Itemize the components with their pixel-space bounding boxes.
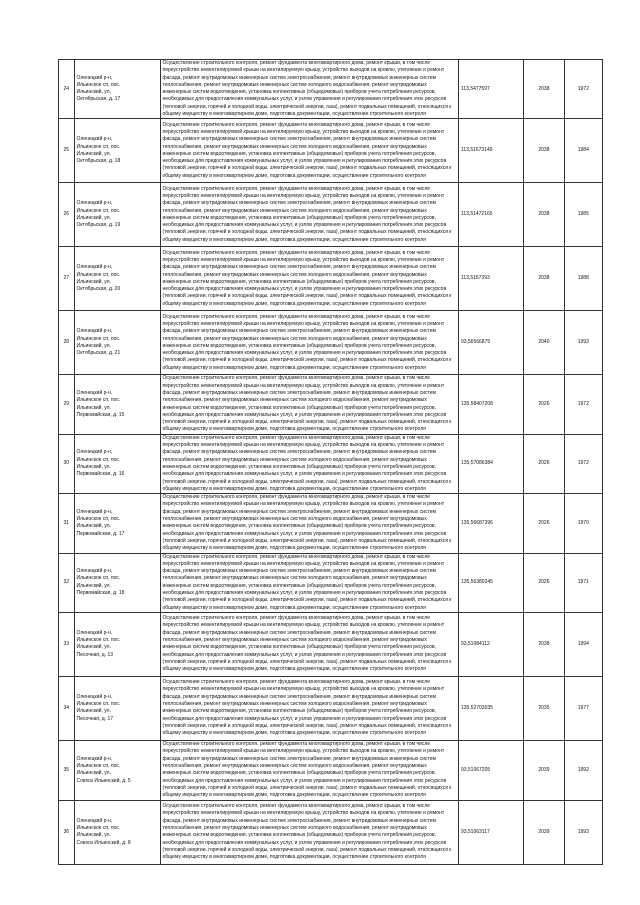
- address-line: Ильинский, ул.: [76, 770, 111, 777]
- address-line: Ильинский, ул.: [76, 708, 111, 715]
- address-line: Оленецкий р-н,: [76, 136, 113, 143]
- address-line: Оленецкий р-н,: [76, 693, 113, 700]
- cost-value: 135,52703035: [458, 676, 523, 740]
- cost-value: 113,51472165: [458, 183, 523, 247]
- address-line: Ильинское сп, пос.: [76, 825, 121, 832]
- address-line: Оленецкий р-н,: [76, 74, 113, 81]
- address-line: Совхоз Ильинский, д. 8: [76, 839, 131, 846]
- address-line: Ильинское сп, пос.: [76, 335, 121, 342]
- works-description: Осуществление строительного контроля, ремонт фундамента многоквартирного дома, ремонт крыши, в том числе переустройство невентилируемой крыши на вентилируемую крышу, устройство выходов на кровлю, утепление и ремонт фасада, ремонт внутридомовых инженерных систем электроснабжения, ремонт внутридомовых инженерных систем теплоснабжения, ремонт внутридомовых инженерных систем холодного водоснабжения, ремонт внутридомовых инженерных систем водоотведения, установка коллективных (общедомовых) приборов учета потребления ресурсов, необходимых для предоставления коммунальных услуг, и узлов управления и регулирования потребления этих ресурсов (тепловой энергии, горячей и холодной воды, электрической энергии, газа), ремонт подвальных помещений, относящихся к общему имуществу в многоквартирном доме, подготовка документации, осуществление строительного контроля: [160, 676, 458, 740]
- table-row: [59, 434, 603, 493]
- table-row: [59, 60, 603, 119]
- address-cell: [74, 676, 160, 740]
- address-line: Октябрьская, д. 18: [76, 158, 121, 165]
- address-line: Оленецкий р-н,: [76, 200, 113, 207]
- address-line: Оленецкий р-н,: [76, 817, 113, 824]
- table-body: [59, 60, 603, 865]
- works-description: Осуществление строительного контроля, ремонт фундамента многоквартирного дома, ремонт крыши, в том числе переустройство невентилируемой крыши на вентилируемую крышу, устройство выходов на кровлю, утепление и ремонт фасада, ремонт внутридомовых инженерных систем электроснабжения, ремонт внутридомовых инженерных систем теплоснабжения, ремонт внутридомовых инженерных систем холодного водоснабжения, ремонт внутридомовых инженерных систем водоотведения, установка коллективных (общедомовых) приборов учета потребления ресурсов, необходимых для предоставления коммунальных услуг, и узлов управления и регулирования потребления этих ресурсов (тепловой энергии, горячей и холодной воды, электрической энергии, газа), ремонт подвальных помещений, относящихся к общему имуществу в многоквартирном доме, подготовка документации, осуществление строительного контроля: [160, 553, 458, 612]
- address-line: Ильинский, ул.: [76, 214, 111, 221]
- address-line: Ильинское сп, пос.: [76, 575, 121, 582]
- planned-year: 2026: [524, 553, 564, 612]
- cost-value: 113,5477597: [458, 60, 523, 119]
- capital-repair-table: [58, 59, 603, 865]
- address-line: Ильинское сп, пос.: [76, 701, 121, 708]
- build-year: 1984: [564, 119, 602, 183]
- address-line: Октябрьская, д. 20: [76, 286, 121, 293]
- table-row: [59, 800, 603, 864]
- table-row: [59, 375, 603, 434]
- address-line: Октябрьская, д. 21: [76, 350, 121, 357]
- address-cell: [74, 800, 160, 864]
- address-cell: [74, 60, 160, 119]
- build-year: 1988: [564, 247, 602, 311]
- planned-year: 2038: [524, 612, 564, 676]
- address-cell: [74, 247, 160, 311]
- row-number: 25: [59, 119, 75, 183]
- address-line: Ильинское сп, пос.: [76, 271, 121, 278]
- address-line: Ильинский, ул.: [76, 342, 111, 349]
- address-line: Ильинский, ул.: [76, 523, 111, 530]
- works-description: Осуществление строительного контроля, ремонт фундамента многоквартирного дома, ремонт крыши, в том числе переустройство невентилируемой крыши на вентилируемую крышу, устройство выходов на кровлю, утепление и ремонт фасада, ремонт внутридомовых инженерных систем электроснабжения, ремонт внутридомовых инженерных систем теплоснабжения, ремонт внутридомовых инженерных систем холодного водоснабжения, ремонт внутридомовых инженерных систем водоотведения, установка коллективных (общедомовых) приборов учета потребления ресурсов, необходимых для предоставления коммунальных услуг, и узлов управления и регулирования потребления этих ресурсов (тепловой энергии, горячей и холодной воды, электрической энергии, газа), ремонт подвальных помещений, относящихся к общему имуществу в многоквартирном доме, подготовка документации, осуществление строительного контроля: [160, 612, 458, 676]
- build-year: 1972: [564, 375, 602, 434]
- address-line: Ильинское сп, пос.: [76, 516, 121, 523]
- row-number: 36: [59, 800, 75, 864]
- address-line: Ильинский, ул.: [76, 463, 111, 470]
- planned-year: 2038: [524, 247, 564, 311]
- address-line: Октябрьская, д. 19: [76, 222, 121, 229]
- table-row: [59, 612, 603, 676]
- build-year: 1977: [564, 676, 602, 740]
- row-number: 35: [59, 740, 75, 800]
- address-line: Оленецкий р-н,: [76, 389, 113, 396]
- row-number: 24: [59, 60, 75, 119]
- address-line: Ильинский, ул.: [76, 832, 111, 839]
- address-line: Оленецкий р-н,: [76, 328, 113, 335]
- table-row: [59, 740, 603, 800]
- row-number: 33: [59, 612, 75, 676]
- address-cell: [74, 311, 160, 375]
- address-line: Ильинское сп, пос.: [76, 456, 121, 463]
- address-line: Совхоз Ильинский, д. 5: [76, 777, 131, 784]
- row-number: 31: [59, 494, 75, 553]
- planned-year: 2038: [524, 183, 564, 247]
- address-line: Ильинский, ул.: [76, 150, 111, 157]
- address-line: Октябрьская, д. 17: [76, 96, 121, 103]
- build-year: 1993: [564, 800, 602, 864]
- address-line: Оленецкий р-н,: [76, 264, 113, 271]
- build-year: 1971: [564, 553, 602, 612]
- planned-year: 2026: [524, 375, 564, 434]
- row-number: 27: [59, 247, 75, 311]
- address-line: Ильинское сп, пос.: [76, 637, 121, 644]
- works-description: Осуществление строительного контроля, ремонт фундамента многоквартирного дома, ремонт крыши, в том числе переустройство невентилируемой крыши на вентилируемую крышу, устройство выходов на кровлю, утепление и ремонт фасада, ремонт внутридомовых инженерных систем электроснабжения, ремонт внутридомовых инженерных систем теплоснабжения, ремонт внутридомовых инженерных систем холодного водоснабжения, ремонт внутридомовых инженерных систем водоотведения, установка коллективных (общедомовых) приборов учета потребления ресурсов, необходимых для предоставления коммунальных услуг, и узлов управления и регулирования потребления этих ресурсов (тепловой энергии, горячей и холодной воды, электрической энергии, газа), ремонт подвальных помещений, относящихся к общему имуществу в многоквартирном доме, подготовка документации, осуществление строительного контроля: [160, 247, 458, 311]
- build-year: 1993: [564, 311, 602, 375]
- address-line: Первомайская, д. 15: [76, 411, 125, 418]
- cost-value: 93,56566875: [458, 311, 523, 375]
- address-line: Ильинское сп, пос.: [76, 143, 121, 150]
- table-row: [59, 494, 603, 553]
- address-cell: [74, 612, 160, 676]
- row-number: 34: [59, 676, 75, 740]
- cost-value: 93,51084112: [458, 612, 523, 676]
- planned-year: 2038: [524, 60, 564, 119]
- works-description: Осуществление строительного контроля, ремонт фундамента многоквартирного дома, ремонт крыши, в том числе переустройство невентилируемой крыши на вентилируемую крышу, устройство выходов на кровлю, утепление и ремонт фасада, ремонт внутридомовых инженерных систем электроснабжения, ремонт внутридомовых инженерных систем теплоснабжения, ремонт внутридомовых инженерных систем холодного водоснабжения, ремонт внутридомовых инженерных систем водоотведения, установка коллективных (общедомовых) приборов учета потребления ресурсов, необходимых для предоставления коммунальных услуг, и узлов управления и регулирования потребления этих ресурсов (тепловой энергии, горячей и холодной воды, электрической энергии, газа), ремонт подвальных помещений, относящихся к общему имуществу в многоквартирном доме, подготовка документации, осуществление строительного контроля: [160, 375, 458, 434]
- build-year: 1994: [564, 612, 602, 676]
- address-line: Ильинский, ул.: [76, 404, 111, 411]
- address-line: Оленецкий р-н,: [76, 508, 113, 515]
- row-number: 29: [59, 375, 75, 434]
- row-number: 30: [59, 434, 75, 493]
- works-description: Осуществление строительного контроля, ремонт фундамента многоквартирного дома, ремонт крыши, в том числе переустройство невентилируемой крыши на вентилируемую крышу, устройство выходов на кровлю, утепление и ремонт фасада, ремонт внутридомовых инженерных систем электроснабжения, ремонт внутридомовых инженерных систем теплоснабжения, ремонт внутридомовых инженерных систем холодного водоснабжения, ремонт внутридомовых инженерных систем водоотведения, установка коллективных (общедомовых) приборов учета потребления ресурсов, необходимых для предоставления коммунальных услуг, и узлов управления и регулирования потребления этих ресурсов (тепловой энергии, горячей и холодной воды, электрической энергии, газа), ремонт подвальных помещений, относящихся к общему имуществу в многоквартирном доме, подготовка документации, осуществление строительного контроля: [160, 740, 458, 800]
- address-line: Ильинское сп, пос.: [76, 397, 121, 404]
- cost-value: 93,51067205: [458, 740, 523, 800]
- address-cell: [74, 183, 160, 247]
- cost-value: 113,51673149: [458, 119, 523, 183]
- address-line: Ильинское сп, пос.: [76, 763, 121, 770]
- cost-value: 135,56687396: [458, 494, 523, 553]
- works-description: Осуществление строительного контроля, ремонт фундамента многоквартирного дома, ремонт крыши, в том числе переустройство невентилируемой крыши на вентилируемую крышу, устройство выходов на кровлю, утепление и ремонт фасада, ремонт внутридомовых инженерных систем электроснабжения, ремонт внутридомовых инженерных систем теплоснабжения, ремонт внутридомовых инженерных систем холодного водоснабжения, ремонт внутридомовых инженерных систем водоотведения, установка коллективных (общедомовых) приборов учета потребления ресурсов, необходимых для предоставления коммунальных услуг, и узлов управления и регулирования потребления этих ресурсов (тепловой энергии, горячей и холодной воды, электрической энергии, газа), ремонт подвальных помещений, относящихся к общему имуществу в многоквартирном доме, подготовка документации, осуществление строительного контроля: [160, 434, 458, 493]
- cost-value: 135,57086384: [458, 434, 523, 493]
- cost-value: 135,58407208: [458, 375, 523, 434]
- address-line: Ильинский, ул.: [76, 278, 111, 285]
- address-line: Оленецкий р-н,: [76, 755, 113, 762]
- works-description: Осуществление строительного контроля, ремонт фундамента многоквартирного дома, ремонт крыши, в том числе переустройство невентилируемой крыши на вентилируемую крышу, устройство выходов на кровлю, утепление и ремонт фасада, ремонт внутридомовых инженерных систем электроснабжения, ремонт внутридомовых инженерных систем теплоснабжения, ремонт внутридомовых инженерных систем холодного водоснабжения, ремонт внутридомовых инженерных систем водоотведения, установка коллективных (общедомовых) приборов учета потребления ресурсов, необходимых для предоставления коммунальных услуг, и узлов управления и регулирования потребления этих ресурсов (тепловой энергии, горячей и холодной воды, электрической энергии, газа), ремонт подвальных помещений, относящихся к общему имуществу в многоквартирном доме, подготовка документации, осуществление строительного контроля: [160, 119, 458, 183]
- planned-year: 2035: [524, 676, 564, 740]
- build-year: 1985: [564, 183, 602, 247]
- table-row: [59, 676, 603, 740]
- address-line: Ильинское сп, пос.: [76, 207, 121, 214]
- build-year: 1972: [564, 60, 602, 119]
- address-cell: [74, 553, 160, 612]
- address-cell: [74, 434, 160, 493]
- address-line: Песочная, д. 13: [76, 651, 114, 658]
- address-cell: [74, 740, 160, 800]
- planned-year: 2038: [524, 119, 564, 183]
- build-year: 1992: [564, 740, 602, 800]
- works-description: Осуществление строительного контроля, ремонт фундамента многоквартирного дома, ремонт крыши, в том числе переустройство невентилируемой крыши на вентилируемую крышу, устройство выходов на кровлю, утепление и ремонт фасада, ремонт внутридомовых инженерных систем электроснабжения, ремонт внутридомовых инженерных систем теплоснабжения, ремонт внутридомовых инженерных систем холодного водоснабжения, ремонт внутридомовых инженерных систем водоотведения, установка коллективных (общедомовых) приборов учета потребления ресурсов, необходимых для предоставления коммунальных услуг, и узлов управления и регулирования потребления этих ресурсов (тепловой энергии, горячей и холодной воды, электрической энергии, газа), ремонт подвальных помещений, относящихся к общему имуществу в многоквартирном доме, подготовка документации, осуществление строительного контроля: [160, 311, 458, 375]
- address-line: Песочная, д. 17: [76, 715, 114, 722]
- address-line: Первомайская, д. 17: [76, 530, 125, 537]
- works-description: Осуществление строительного контроля, ремонт фундамента многоквартирного дома, ремонт крыши, в том числе переустройство невентилируемой крыши на вентилируемую крышу, устройство выходов на кровлю, утепление и ремонт фасада, ремонт внутридомовых инженерных систем электроснабжения, ремонт внутридомовых инженерных систем теплоснабжения, ремонт внутридомовых инженерных систем холодного водоснабжения, ремонт внутридомовых инженерных систем водоотведения, установка коллективных (общедомовых) приборов учета потребления ресурсов, необходимых для предоставления коммунальных услуг, и узлов управления и регулирования потребления этих ресурсов (тепловой энергии, горячей и холодной воды, электрической энергии, газа), ремонт подвальных помещений, относящихся к общему имуществу в многоквартирном доме, подготовка документации, осуществление строительного контроля: [160, 60, 458, 119]
- address-line: Ильинский, ул.: [76, 644, 111, 651]
- build-year: 1972: [564, 434, 602, 493]
- table-row: [59, 311, 603, 375]
- cost-value: 113,5157393: [458, 247, 523, 311]
- works-description: Осуществление строительного контроля, ремонт фундамента многоквартирного дома, ремонт крыши, в том числе переустройство невентилируемой крыши на вентилируемую крышу, устройство выходов на кровлю, утепление и ремонт фасада, ремонт внутридомовых инженерных систем электроснабжения, ремонт внутридомовых инженерных систем теплоснабжения, ремонт внутридомовых инженерных систем холодного водоснабжения, ремонт внутридомовых инженерных систем водоотведения, установка коллективных (общедомовых) приборов учета потребления ресурсов, необходимых для предоставления коммунальных услуг, и узлов управления и регулирования потребления этих ресурсов (тепловой энергии, горячей и холодной воды, электрической энергии, газа), ремонт подвальных помещений, относящихся к общему имуществу в многоквартирном доме, подготовка документации, осуществление строительного контроля: [160, 494, 458, 553]
- address-line: Первомайская, д. 16: [76, 471, 125, 478]
- table-row: [59, 183, 603, 247]
- address-cell: [74, 119, 160, 183]
- address-line: Первомайская, д. 18: [76, 589, 125, 596]
- table-row: [59, 247, 603, 311]
- planned-year: 2039: [524, 740, 564, 800]
- address-line: Оленецкий р-н,: [76, 449, 113, 456]
- row-number: 26: [59, 183, 75, 247]
- address-cell: [74, 494, 160, 553]
- planned-year: 2039: [524, 800, 564, 864]
- address-cell: [74, 375, 160, 434]
- address-line: Ильинское сп, пос.: [76, 81, 121, 88]
- row-number: 32: [59, 553, 75, 612]
- table-row: [59, 119, 603, 183]
- address-line: Оленецкий р-н,: [76, 568, 113, 575]
- address-line: Ильинский, ул.: [76, 582, 111, 589]
- works-description: Осуществление строительного контроля, ремонт фундамента многоквартирного дома, ремонт крыши, в том числе переустройство невентилируемой крыши на вентилируемую крышу, устройство выходов на кровлю, утепление и ремонт фасада, ремонт внутридомовых инженерных систем электроснабжения, ремонт внутридомовых инженерных систем теплоснабжения, ремонт внутридомовых инженерных систем холодного водоснабжения, ремонт внутридомовых инженерных систем водоотведения, установка коллективных (общедомовых) приборов учета потребления ресурсов, необходимых для предоставления коммунальных услуг, и узлов управления и регулирования потребления этих ресурсов (тепловой энергии, горячей и холодной воды, электрической энергии, газа), ремонт подвальных помещений, относящихся к общему имуществу в многоквартирном доме, подготовка документации, осуществление строительного контроля: [160, 800, 458, 864]
- address-line: Ильинский, ул.: [76, 89, 111, 96]
- cost-value: 135,56380245: [458, 553, 523, 612]
- table-row: [59, 553, 603, 612]
- address-line: Оленецкий р-н,: [76, 629, 113, 636]
- works-description: Осуществление строительного контроля, ремонт фундамента многоквартирного дома, ремонт крыши, в том числе переустройство невентилируемой крыши на вентилируемую крышу, устройство выходов на кровлю, утепление и ремонт фасада, ремонт внутридомовых инженерных систем электроснабжения, ремонт внутридомовых инженерных систем теплоснабжения, ремонт внутридомовых инженерных систем холодного водоснабжения, ремонт внутридомовых инженерных систем водоотведения, установка коллективных (общедомовых) приборов учета потребления ресурсов, необходимых для предоставления коммунальных услуг, и узлов управления и регулирования потребления этих ресурсов (тепловой энергии, горячей и холодной воды, электрической энергии, газа), ремонт подвальных помещений, относящихся к общему имуществу в многоквартирном доме, подготовка документации, осуществление строительного контроля: [160, 183, 458, 247]
- planned-year: 2026: [524, 494, 564, 553]
- row-number: 28: [59, 311, 75, 375]
- cost-value: 93,51063117: [458, 800, 523, 864]
- build-year: 1970: [564, 494, 602, 553]
- planned-year: 2026: [524, 434, 564, 493]
- planned-year: 2040: [524, 311, 564, 375]
